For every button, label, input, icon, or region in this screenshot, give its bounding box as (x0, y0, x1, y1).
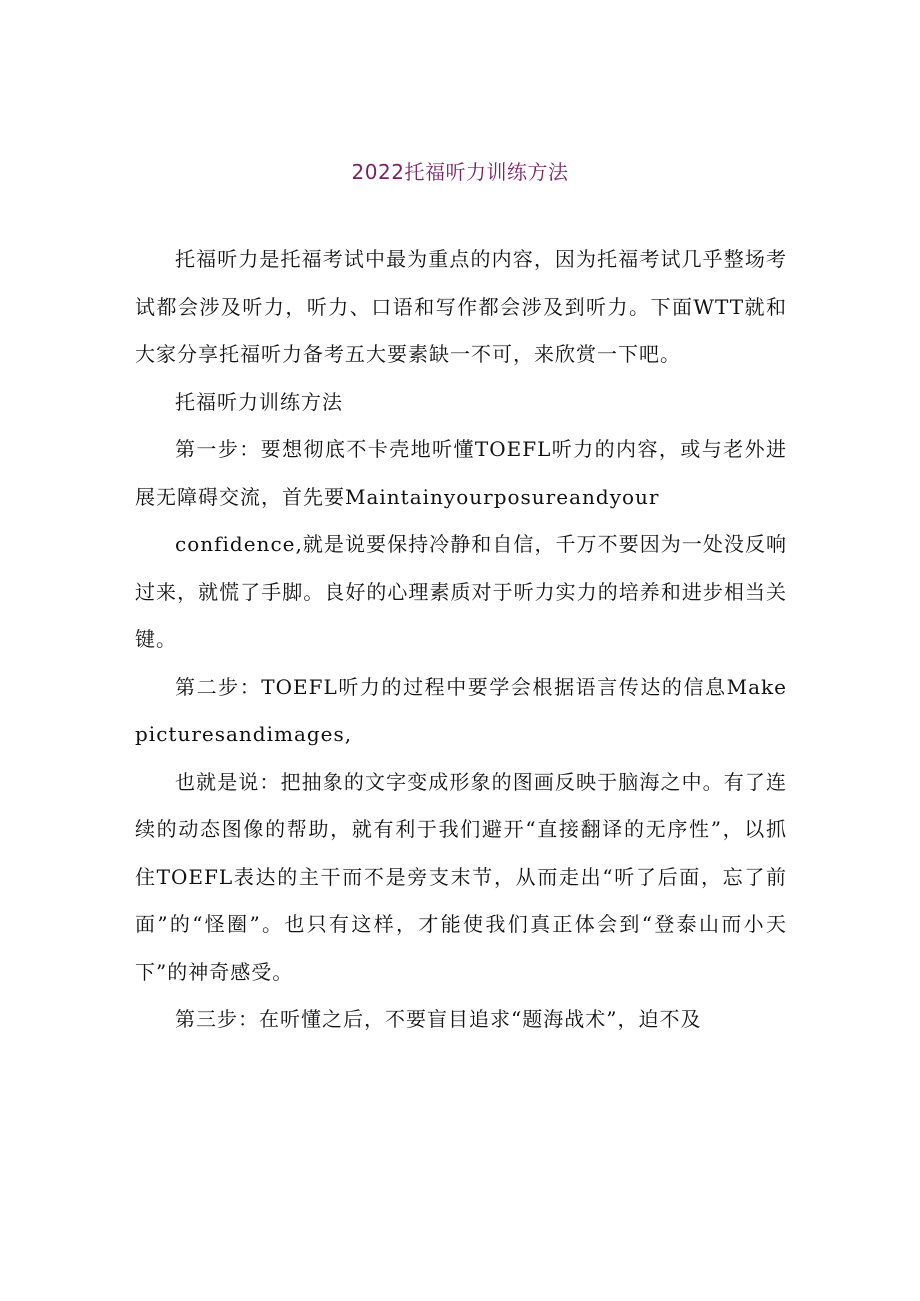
paragraph-step-two: 第二步：TOEFL听力的过程中要学会根据语言传达的信息Makepicturesandimages, (135, 674, 787, 746)
paragraph-step-one-continued: confidence,就是说要保持冷静和自信，千万不要因为一处没反响过来，就慌了手脚。良好的心理素质对于听力实力的培养和进步相当关键。 (135, 532, 787, 651)
paragraph-subheading: 托福听力训练方法 (175, 389, 343, 414)
paragraph-step-three: 第三步：在听懂之后，不要盲目追求“题海战术”，迫不及 (175, 1007, 702, 1031)
paragraph-step-two-continued: 也就是说：把抽象的文字变成形象的图画反映于脑海之中。有了连续的动态图像的帮助，就有利于我们避开“直接翻译的无序性”，以抓住TOEFL表达的主干而不是旁支末节，从而走出“听了后面，忘了前面”的“怪圈”。也只有这样，才能使我们真正体会到“登泰山而小天下”的神奇感受。 (135, 769, 787, 984)
document-body (135, 236, 787, 1044)
paragraph-step-one: 第一步：要想彻底不卡壳地听懂TOEFL听力的内容，或与老外进展无障碍交流，首先要Maintainyourposureandyour (135, 437, 787, 509)
document-title: 2022托福听力训练方法 (351, 160, 569, 184)
paragraph-intro: 托福听力是托福考试中最为重点的内容，因为托福考试几乎整场考试都会涉及听力，听力、口语和写作都会涉及到听力。下面WTT就和大家分享托福听力备考五大要素缺一不可，来欣赏一下吧。 (135, 247, 787, 366)
